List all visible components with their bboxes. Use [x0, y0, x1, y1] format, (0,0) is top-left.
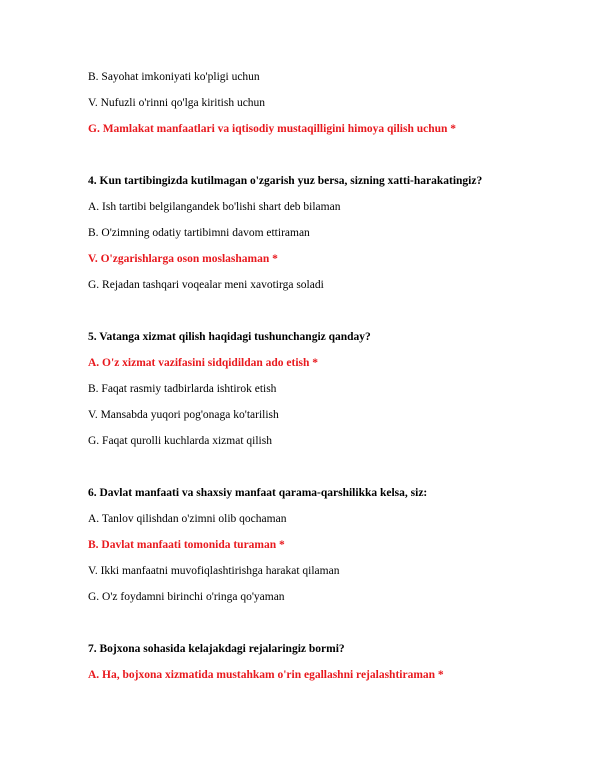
correct-answer: A. O'z xizmat vazifasini sidqidildan ado etish *: [88, 357, 319, 369]
correct-answer: B. Davlat manfaati tomonida turaman *: [88, 539, 285, 551]
answer-option: V. Ikki manfaatni muvofiqlashtirishga harakat qilaman: [88, 565, 340, 577]
correct-answer: V. O'zgarishlarga oson moslashaman *: [88, 253, 278, 265]
answer-option: B. Sayohat imkoniyati ko'pligi uchun: [88, 71, 260, 83]
answer-option: B. Faqat rasmiy tadbirlarda ishtirok etish: [88, 383, 277, 395]
question-title: 5. Vatanga xizmat qilish haqidagi tushunchangiz qanday?: [88, 331, 371, 343]
answer-option: A. Tanlov qilishdan o'zimni olib qochaman: [88, 513, 287, 525]
answer-option: A. Ish tartibi belgilangandek bo'lishi shart deb bilaman: [88, 201, 341, 213]
answer-option: G. Rejadan tashqari voqealar meni xavotirga soladi: [88, 279, 324, 291]
answer-option: V. Mansabda yuqori pog'onaga ko'tarilish: [88, 409, 279, 421]
correct-answer: A. Ha, bojxona xizmatida mustahkam o'rin egallashni rejalashtiraman *: [88, 669, 444, 681]
answer-option: G. O'z foydamni birinchi o'ringa qo'yaman: [88, 591, 285, 603]
answer-option: G. Faqat qurolli kuchlarda xizmat qilish: [88, 435, 272, 447]
answer-option: B. O'zimning odatiy tartibimni davom ettiraman: [88, 227, 310, 239]
answer-option: V. Nufuzli o'rinni qo'lga kiritish uchun: [88, 97, 266, 109]
question-title: 6. Davlat manfaati va shaxsiy manfaat qarama-qarshilikka kelsa, siz:: [88, 487, 428, 499]
question-title: 4. Kun tartibingizda kutilmagan o'zgarish yuz bersa, sizning xatti-harakatingiz?: [88, 175, 483, 187]
correct-answer: G. Mamlakat manfaatlari va iqtisodiy mustaqilligini himoya qilish uchun *: [88, 123, 457, 135]
question-title: 7. Bojxona sohasida kelajakdagi rejalaringiz bormi?: [88, 643, 345, 655]
